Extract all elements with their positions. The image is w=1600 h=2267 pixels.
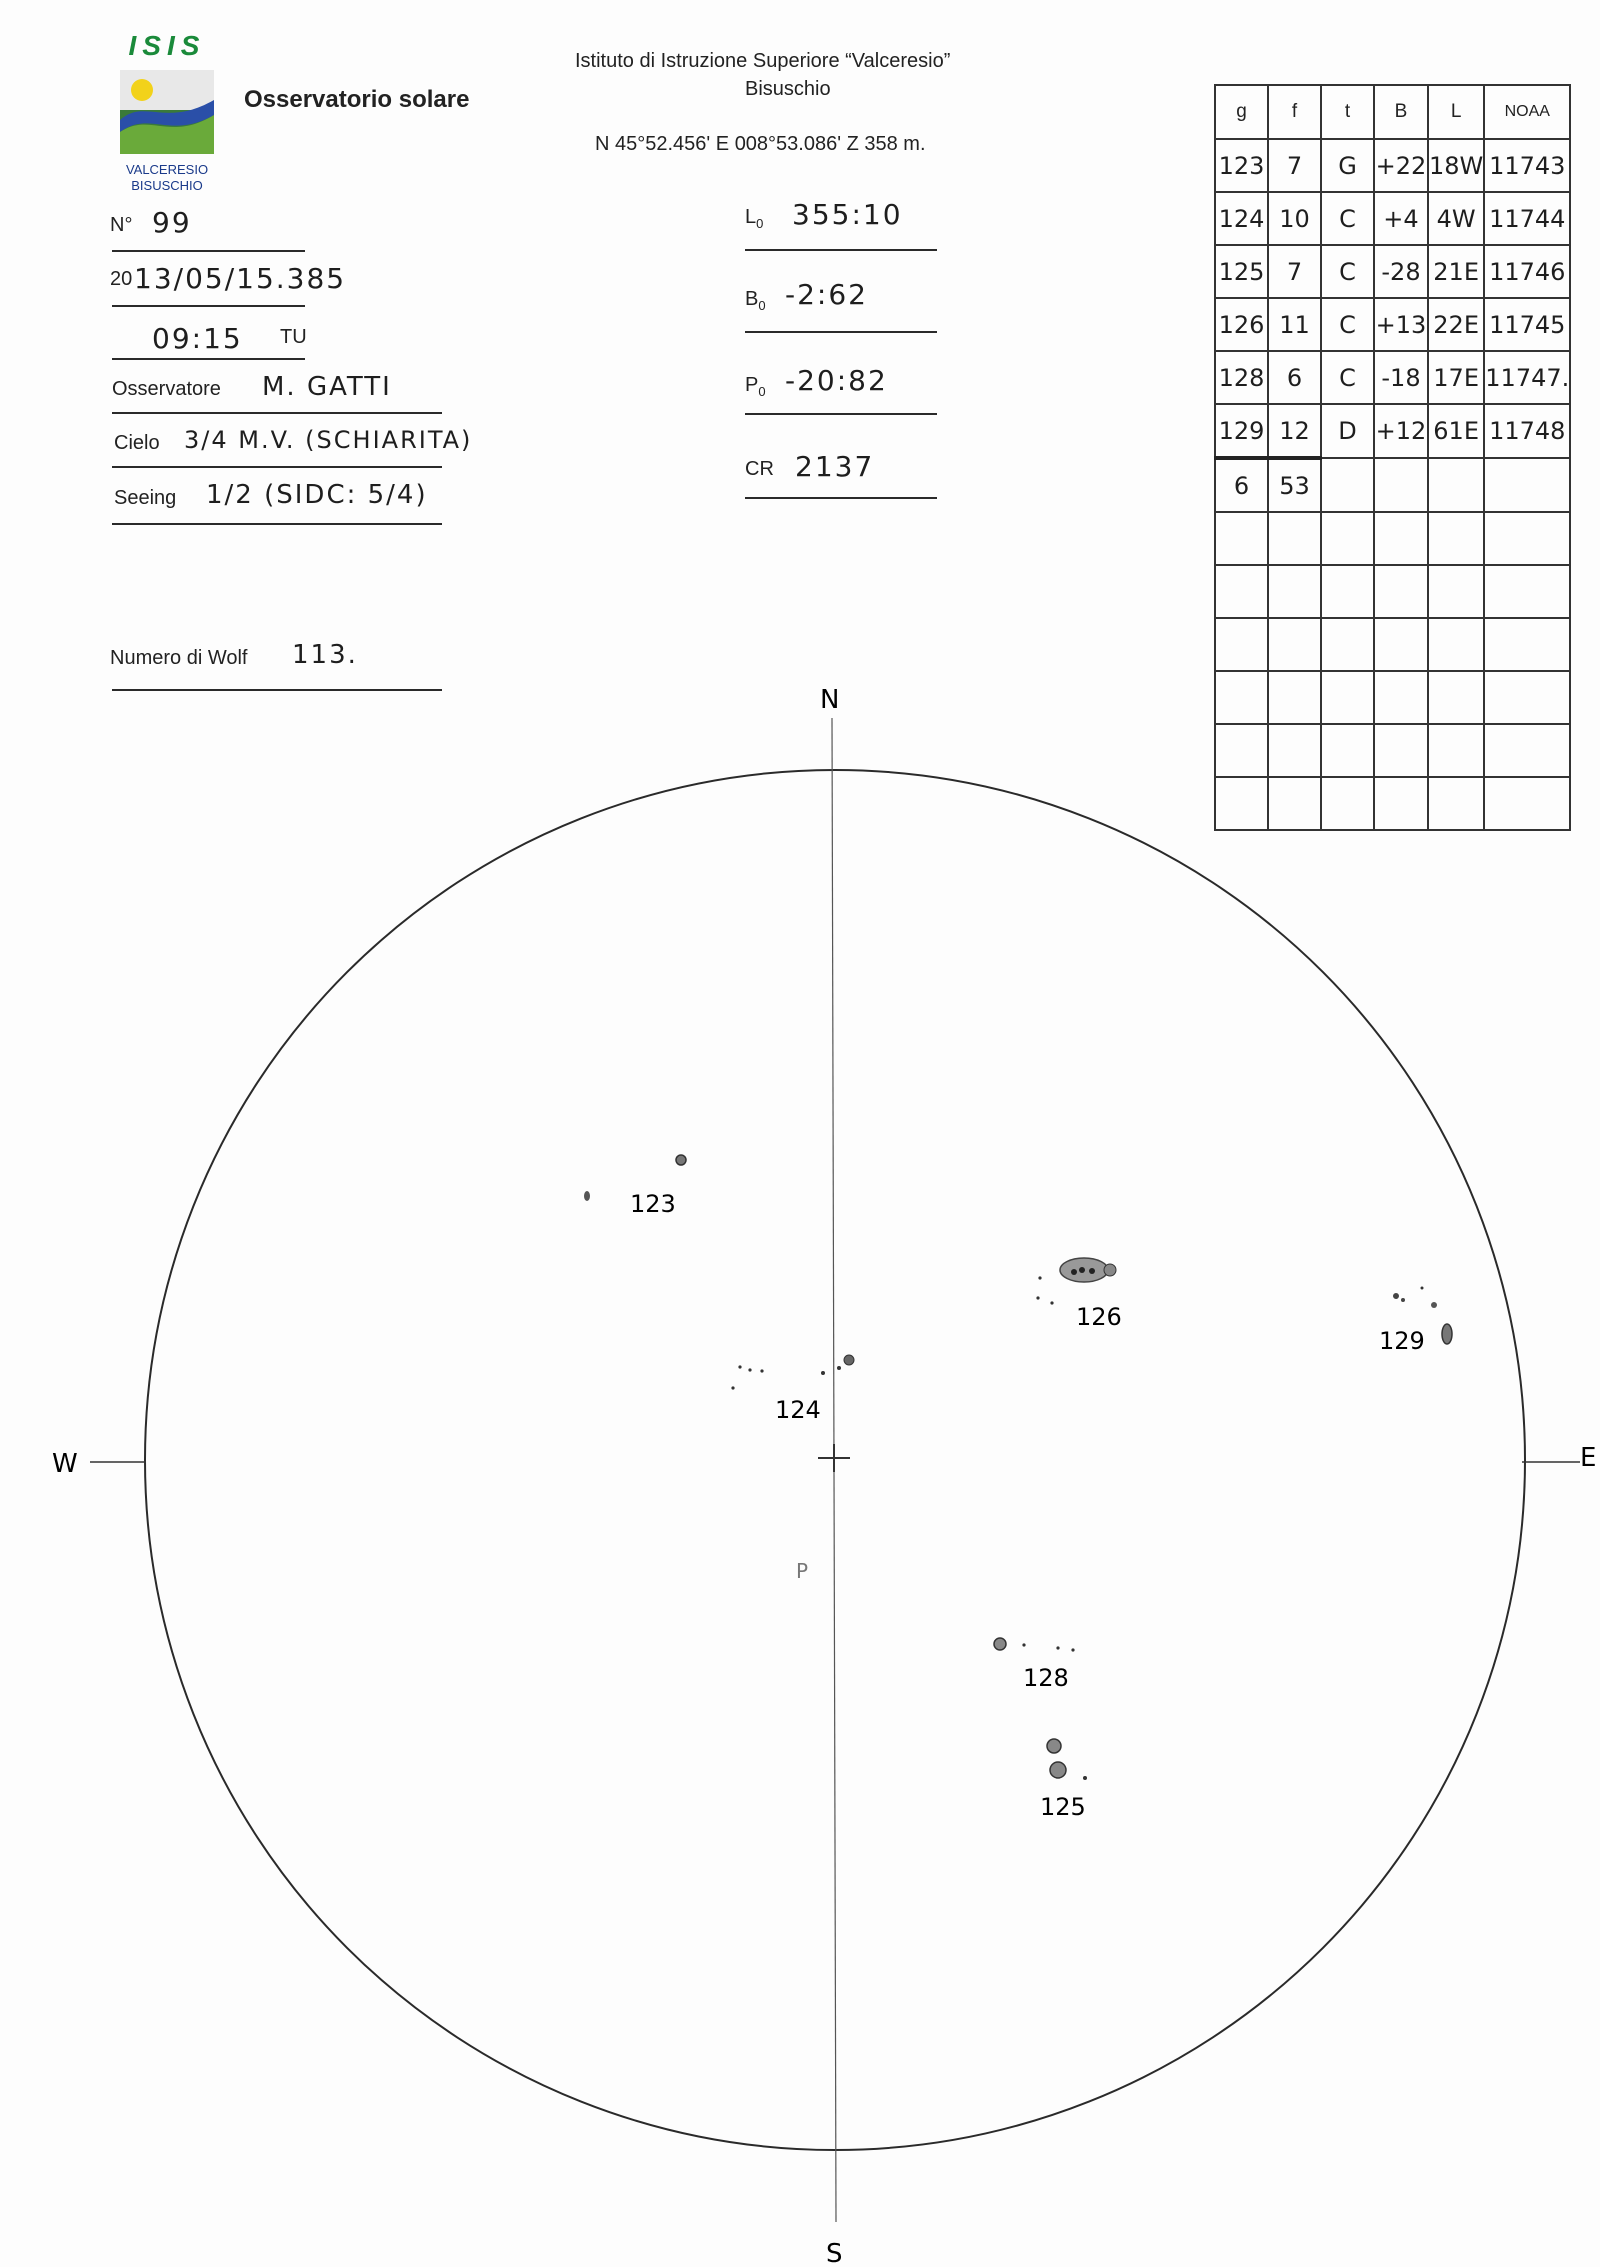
total-groups: 6 xyxy=(1215,458,1268,512)
seeing-value: 1/2 (SIDC: 5/4) xyxy=(206,480,428,510)
sunspot-group-126 xyxy=(1036,1258,1121,1331)
p0-value: -20:82 xyxy=(785,364,888,397)
cell-l: 21E xyxy=(1428,245,1484,298)
sunspot xyxy=(1401,1298,1405,1302)
sunspot xyxy=(1071,1648,1074,1651)
header-f: f xyxy=(1268,85,1321,139)
cell-l: 4W xyxy=(1428,192,1484,245)
cell-noaa: 11748 xyxy=(1484,404,1570,458)
observatory-title: Osservatorio solare xyxy=(244,86,470,113)
group-label-129: 129 xyxy=(1379,1327,1425,1355)
sunspot xyxy=(1431,1302,1437,1308)
group-label-124: 124 xyxy=(775,1396,821,1424)
number-label: N° xyxy=(110,214,133,236)
header-b: B xyxy=(1374,85,1428,139)
l0-value: 355:10 xyxy=(792,198,903,231)
p0-label: $P_0$ xyxy=(745,374,766,399)
total-spots: 53 xyxy=(1268,458,1321,512)
cell-g: 125 xyxy=(1215,245,1268,298)
carrington-rotation: 2137 xyxy=(795,450,875,483)
sunspot xyxy=(760,1369,763,1372)
sunspot xyxy=(584,1191,590,1201)
cell-b: -28 xyxy=(1374,245,1428,298)
north-label: N xyxy=(820,685,840,715)
group-label-125: 125 xyxy=(1040,1793,1086,1821)
sunspot xyxy=(748,1368,751,1371)
sunspot xyxy=(1071,1269,1077,1275)
cell-noaa: 11743 xyxy=(1484,139,1570,192)
cell-b: +4 xyxy=(1374,192,1428,245)
l0-label: $L_0$ xyxy=(745,206,764,231)
cell-g: 123 xyxy=(1215,139,1268,192)
sunspot xyxy=(1421,1287,1424,1290)
institute-name: Istituto di Istruzione Superiore “Valceresio” xyxy=(575,50,951,72)
pole-label: P xyxy=(796,1559,809,1583)
sunspot xyxy=(1089,1268,1095,1274)
cell-l: 17E xyxy=(1428,351,1484,404)
south-label: S xyxy=(826,2239,843,2267)
sunspot xyxy=(1022,1643,1025,1646)
seeing-label: Seeing xyxy=(114,487,177,509)
sunspot-group-123 xyxy=(584,1155,686,1218)
cell-l: 18W xyxy=(1428,139,1484,192)
drawing-number: 99 xyxy=(152,206,192,239)
cell-t: D xyxy=(1321,404,1374,458)
cell-g: 128 xyxy=(1215,351,1268,404)
sky-label: Cielo xyxy=(114,432,160,454)
cell-f: 12 xyxy=(1268,404,1321,458)
cell-f: 6 xyxy=(1268,351,1321,404)
observer-name: M. GATTI xyxy=(262,372,392,402)
sunspot-group-129 xyxy=(1379,1287,1452,1356)
sunspot xyxy=(1104,1264,1116,1276)
observatory-coordinates: N 45°52.456' E 008°53.086' Z 358 m. xyxy=(595,133,926,155)
wolf-number-label: Numero di Wolf xyxy=(110,647,248,669)
sunspot xyxy=(731,1386,734,1389)
logo-caption-city: BISUSCHIO xyxy=(131,178,203,193)
cell-g: 124 xyxy=(1215,192,1268,245)
west-label: W xyxy=(52,1449,78,1479)
sunspot xyxy=(1056,1646,1059,1649)
group-label-128: 128 xyxy=(1023,1664,1069,1692)
cell-t: C xyxy=(1321,245,1374,298)
cell-f: 11 xyxy=(1268,298,1321,351)
b0-label: $B_0$ xyxy=(745,288,766,313)
sunspot xyxy=(1079,1267,1085,1273)
sunspot xyxy=(1083,1776,1087,1780)
cr-label: CR xyxy=(745,458,774,480)
observer-label: Osservatore xyxy=(112,378,221,400)
cell-noaa: 11747. xyxy=(1484,351,1570,404)
cell-f: 10 xyxy=(1268,192,1321,245)
east-label: E xyxy=(1580,1443,1597,1473)
cell-g: 126 xyxy=(1215,298,1268,351)
wolf-number: 113. xyxy=(292,640,358,670)
header-l: L xyxy=(1428,85,1484,139)
header-t: t xyxy=(1321,85,1374,139)
sunspot xyxy=(1393,1293,1399,1299)
cell-b: +13 xyxy=(1374,298,1428,351)
sunspot xyxy=(738,1365,741,1368)
sunspot xyxy=(676,1155,686,1165)
sunspot xyxy=(1050,1301,1053,1304)
header-noaa: NOAA xyxy=(1484,85,1570,139)
sunspot xyxy=(1036,1296,1039,1299)
cell-t: C xyxy=(1321,298,1374,351)
date-prefix: 20 xyxy=(110,268,133,290)
cell-t: C xyxy=(1321,192,1374,245)
institute-city: Bisuschio xyxy=(745,78,831,100)
cell-g: 129 xyxy=(1215,404,1268,458)
cell-l: 22E xyxy=(1428,298,1484,351)
sunspot-group-128 xyxy=(994,1638,1075,1692)
sunspot xyxy=(844,1355,854,1365)
sunspot xyxy=(994,1638,1006,1650)
cell-l: 61E xyxy=(1428,404,1484,458)
cell-b: -18 xyxy=(1374,351,1428,404)
sunspot xyxy=(1442,1324,1452,1344)
cell-t: G xyxy=(1321,139,1374,192)
header-g: g xyxy=(1215,85,1268,139)
cell-b: +22 xyxy=(1374,139,1428,192)
sunspot xyxy=(821,1371,825,1375)
group-label-126: 126 xyxy=(1076,1303,1122,1331)
cell-t: C xyxy=(1321,351,1374,404)
sunspot xyxy=(1038,1276,1041,1279)
group-label-123: 123 xyxy=(630,1190,676,1218)
sunspot-group-124 xyxy=(731,1355,854,1424)
sunspot xyxy=(837,1366,841,1370)
sunspot-group-125 xyxy=(1040,1739,1087,1821)
cell-noaa: 11745 xyxy=(1484,298,1570,351)
cell-noaa: 11744 xyxy=(1484,192,1570,245)
cell-noaa: 11746 xyxy=(1484,245,1570,298)
sunspot xyxy=(1050,1762,1066,1778)
cell-f: 7 xyxy=(1268,245,1321,298)
sky-condition: 3/4 M.V. (SCHIARITA) xyxy=(184,426,473,454)
time-unit: TU xyxy=(280,326,307,348)
cell-b: +12 xyxy=(1374,404,1428,458)
b0-value: -2:62 xyxy=(785,278,868,311)
observation-date: 13/05/15.385 xyxy=(134,262,347,295)
cell-f: 7 xyxy=(1268,139,1321,192)
observation-time: 09:15 xyxy=(152,322,243,355)
logo-caption-town: VALCERESIO xyxy=(125,162,209,177)
logo-wordmark: ISIS xyxy=(128,30,206,61)
sunspot xyxy=(1047,1739,1061,1753)
